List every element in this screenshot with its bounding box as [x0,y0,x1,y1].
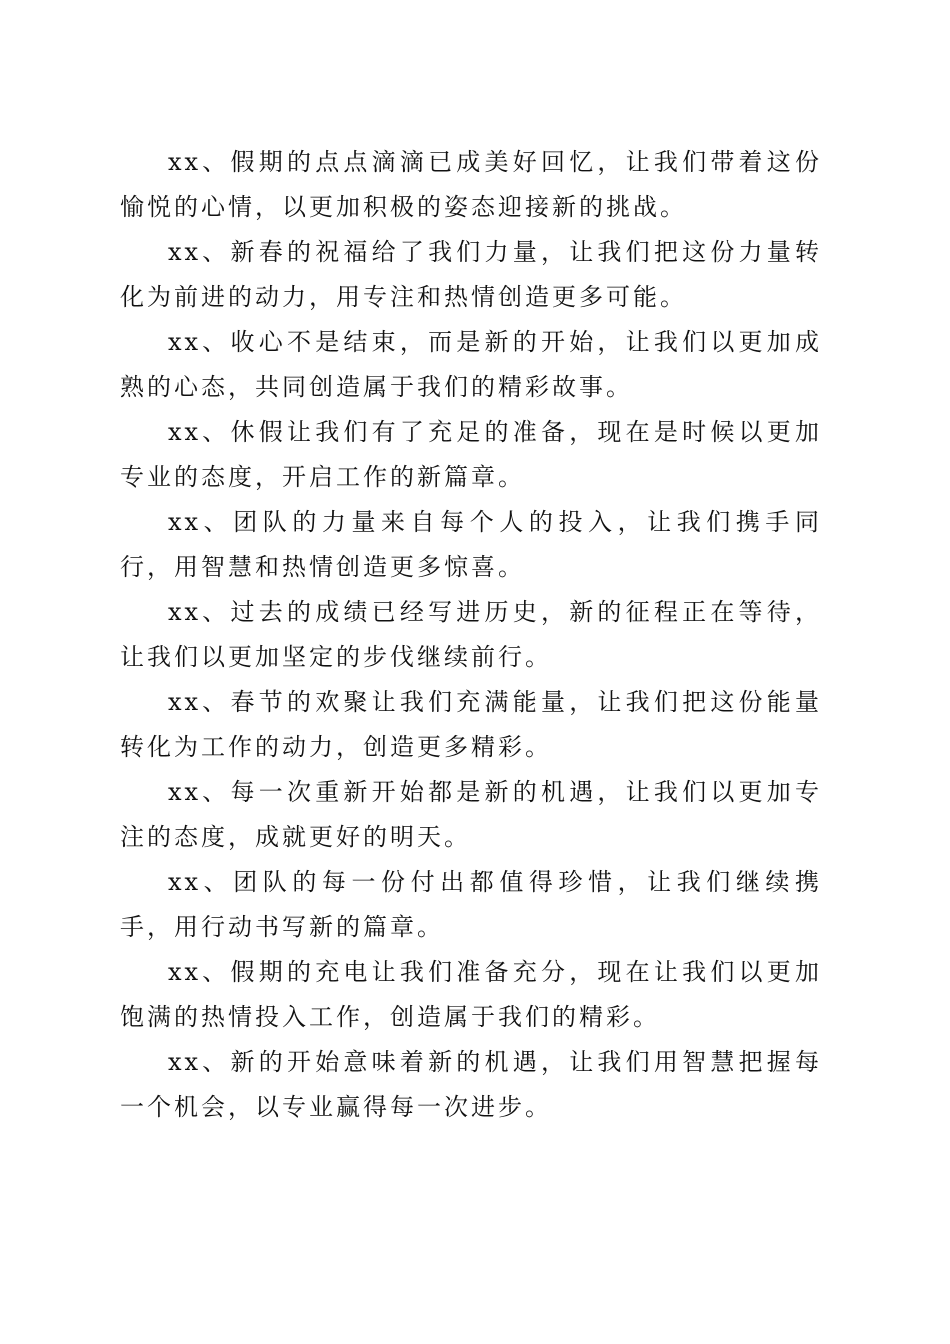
paragraph-3: xx、收心不是结束，而是新的开始，让我们以更加成熟的心态，共同创造属于我们的精彩故事。 [120,328,822,401]
paragraph-8: xx、每一次重新开始都是新的机遇，让我们以更加专注的态度，成就更好的明天。 [120,778,822,851]
paragraph-6: xx、过去的成绩已经写进历史，新的征程正在等待，让我们以更加坚定的步伐继续前行。 [120,598,822,671]
paragraph-11: xx、新的开始意味着新的机遇，让我们用智慧把握每一个机会，以专业赢得每一次进步。 [120,1048,822,1121]
paragraph-5: xx、团队的力量来自每个人的投入，让我们携手同行，用智慧和热情创造更多惊喜。 [120,508,822,581]
paragraph-7: xx、春节的欢聚让我们充满能量，让我们把这份能量转化为工作的动力，创造更多精彩。 [120,688,822,761]
paragraph-10: xx、假期的充电让我们准备充分，现在让我们以更加饱满的热情投入工作，创造属于我们的精彩。 [120,958,822,1031]
paragraph-9: xx、团队的每一份付出都值得珍惜，让我们继续携手，用行动书写新的篇章。 [120,868,822,941]
paragraph-2: xx、新春的祝福给了我们力量，让我们把这份力量转化为前进的动力，用专注和热情创造更多可能。 [120,238,822,311]
paragraph-4: xx、休假让我们有了充足的准备，现在是时候以更加专业的态度，开启工作的新篇章。 [120,418,822,491]
document-body [120,140,822,1130]
paragraph-1: xx、假期的点点滴滴已成美好回忆，让我们带着这份愉悦的心情，以更加积极的姿态迎接新的挑战。 [120,148,822,221]
